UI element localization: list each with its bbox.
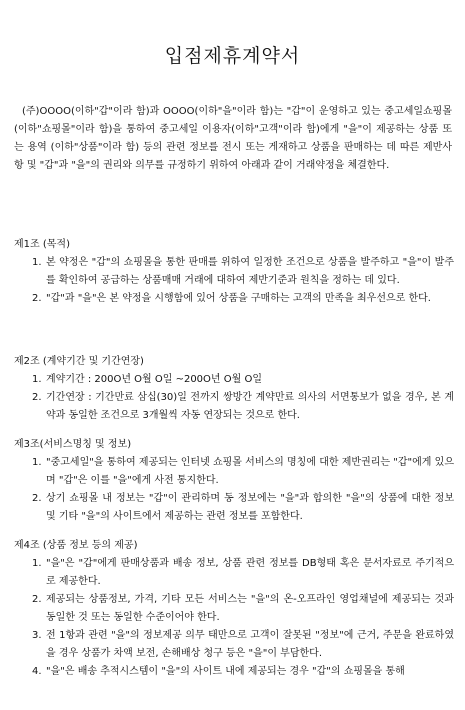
item-number: 2. <box>32 594 42 605</box>
item-number: 2. <box>32 493 42 504</box>
list-item <box>14 490 454 526</box>
article-1 <box>14 236 454 308</box>
list-item <box>14 555 454 591</box>
list-item <box>14 627 454 663</box>
item-text: "을"은 "갑"에게 판매상품과 배송 정보, 상품 관련 정보를 DB형태 혹은 문서자료로 주기적으로 제공한다. <box>46 558 454 587</box>
item-text: 기간연장 : 기간만료 삼십(30)일 전까지 쌍방간 계약만료 의사의 서면통보가 없을 경우, 본 계약과 동일한 조건으로 3개월씩 자동 연장되는 것으로 한다. <box>46 392 454 421</box>
article-heading: 제1조 (목적) <box>14 239 70 250</box>
list-item <box>14 290 454 308</box>
article-3 <box>14 436 454 526</box>
item-number: 3. <box>32 630 42 641</box>
item-number: 1. <box>32 558 42 569</box>
article-4 <box>14 537 454 681</box>
item-number: 1. <box>32 374 42 385</box>
article-2 <box>14 353 454 425</box>
list-item <box>14 591 454 627</box>
list-item <box>14 389 454 425</box>
item-number: 2. <box>32 392 42 403</box>
item-text: 계약기간 : 200O년 O월 O일 ~200O년 O월 O일 <box>46 374 262 385</box>
document-title: 입점제휴계약서 <box>164 45 301 67</box>
item-text: 상기 쇼핑몰 내 정보는 "갑"이 관리하며 동 정보에는 "을"과 합의한 "을"의 상품에 대한 정보 및 기타 "을"의 사이트에서 제공하는 관련 정보를 포함한다. <box>46 493 454 522</box>
item-number: 1. <box>32 457 42 468</box>
list-item <box>14 663 454 681</box>
item-text: 제공되는 상품정보, 가격, 기타 모든 서비스는 "을"의 온-오프라인 영업채널에 제공되는 것과 동일한 것 또는 동일한 수준이어야 한다. <box>46 594 454 623</box>
item-number: 2. <box>32 293 42 304</box>
item-text: "을"은 배송 추적시스템이 "을"의 사이트 내에 제공되는 경우 "갑"의 쇼핑몰을 통해 <box>46 666 405 677</box>
article-heading: 제2조 (계약기간 및 기간연장) <box>14 356 144 367</box>
item-number: 1. <box>32 257 42 268</box>
article-heading: 제4조 (상품 정보 등의 제공) <box>14 540 138 551</box>
list-item <box>14 371 454 389</box>
item-text: "중고세일"을 통하여 제공되는 인터넷 쇼핑몰 서비스의 명칭에 대한 제반권리는 "갑"에게 있으며 "갑"은 이를 "을"에게 사전 통지한다. <box>46 457 454 486</box>
item-number: 4. <box>32 666 42 677</box>
list-item <box>14 454 454 490</box>
item-text: 본 약정은 "갑"의 쇼핑몰을 통한 판매를 위하여 일정한 조건으로 상품을 발주하고 "을"이 발주를 확인하여 공급하는 상품매매 거래에 대하여 제반기준과 원칙을 정하는 데 있다. <box>46 257 454 286</box>
item-text: 전 1항과 관련 "을"의 정보제공 의무 태만으로 고객이 잘못된 "정보"에 근거, 주문을 완료하였을 경우 상품가 차액 보전, 손해배상 청구 등은 "을"이 부담한다. <box>46 630 454 659</box>
intro-paragraph: (주)OOOO(이하"갑"이라 함)과 OOOO(이하"을"이라 함)는 "갑"이 운영하고 있는 중고세일쇼핑몰(이하"쇼핑몰"이라 함)을 통하여 중고세일 이용자(이하"고객"이라 함)에게 "을"이 제공하는 상품 또는 용역 (이하"상품"이라 함) 등의 관련 정보를 전시 또는 게재하고 상품을 판매하는 데 따른 제반사항 및 "갑"과 "을"의 권리와 의무를 규정하기 위하여 아래과 같이 거래약정을 체결한다. <box>14 106 452 171</box>
item-text: "갑"과 "을"은 본 약정을 시행함에 있어 상품을 구매하는 고객의 만족을 최우선으로 한다. <box>46 293 431 304</box>
list-item <box>14 254 454 290</box>
article-heading: 제3조(서비스명칭 및 정보) <box>14 439 132 450</box>
